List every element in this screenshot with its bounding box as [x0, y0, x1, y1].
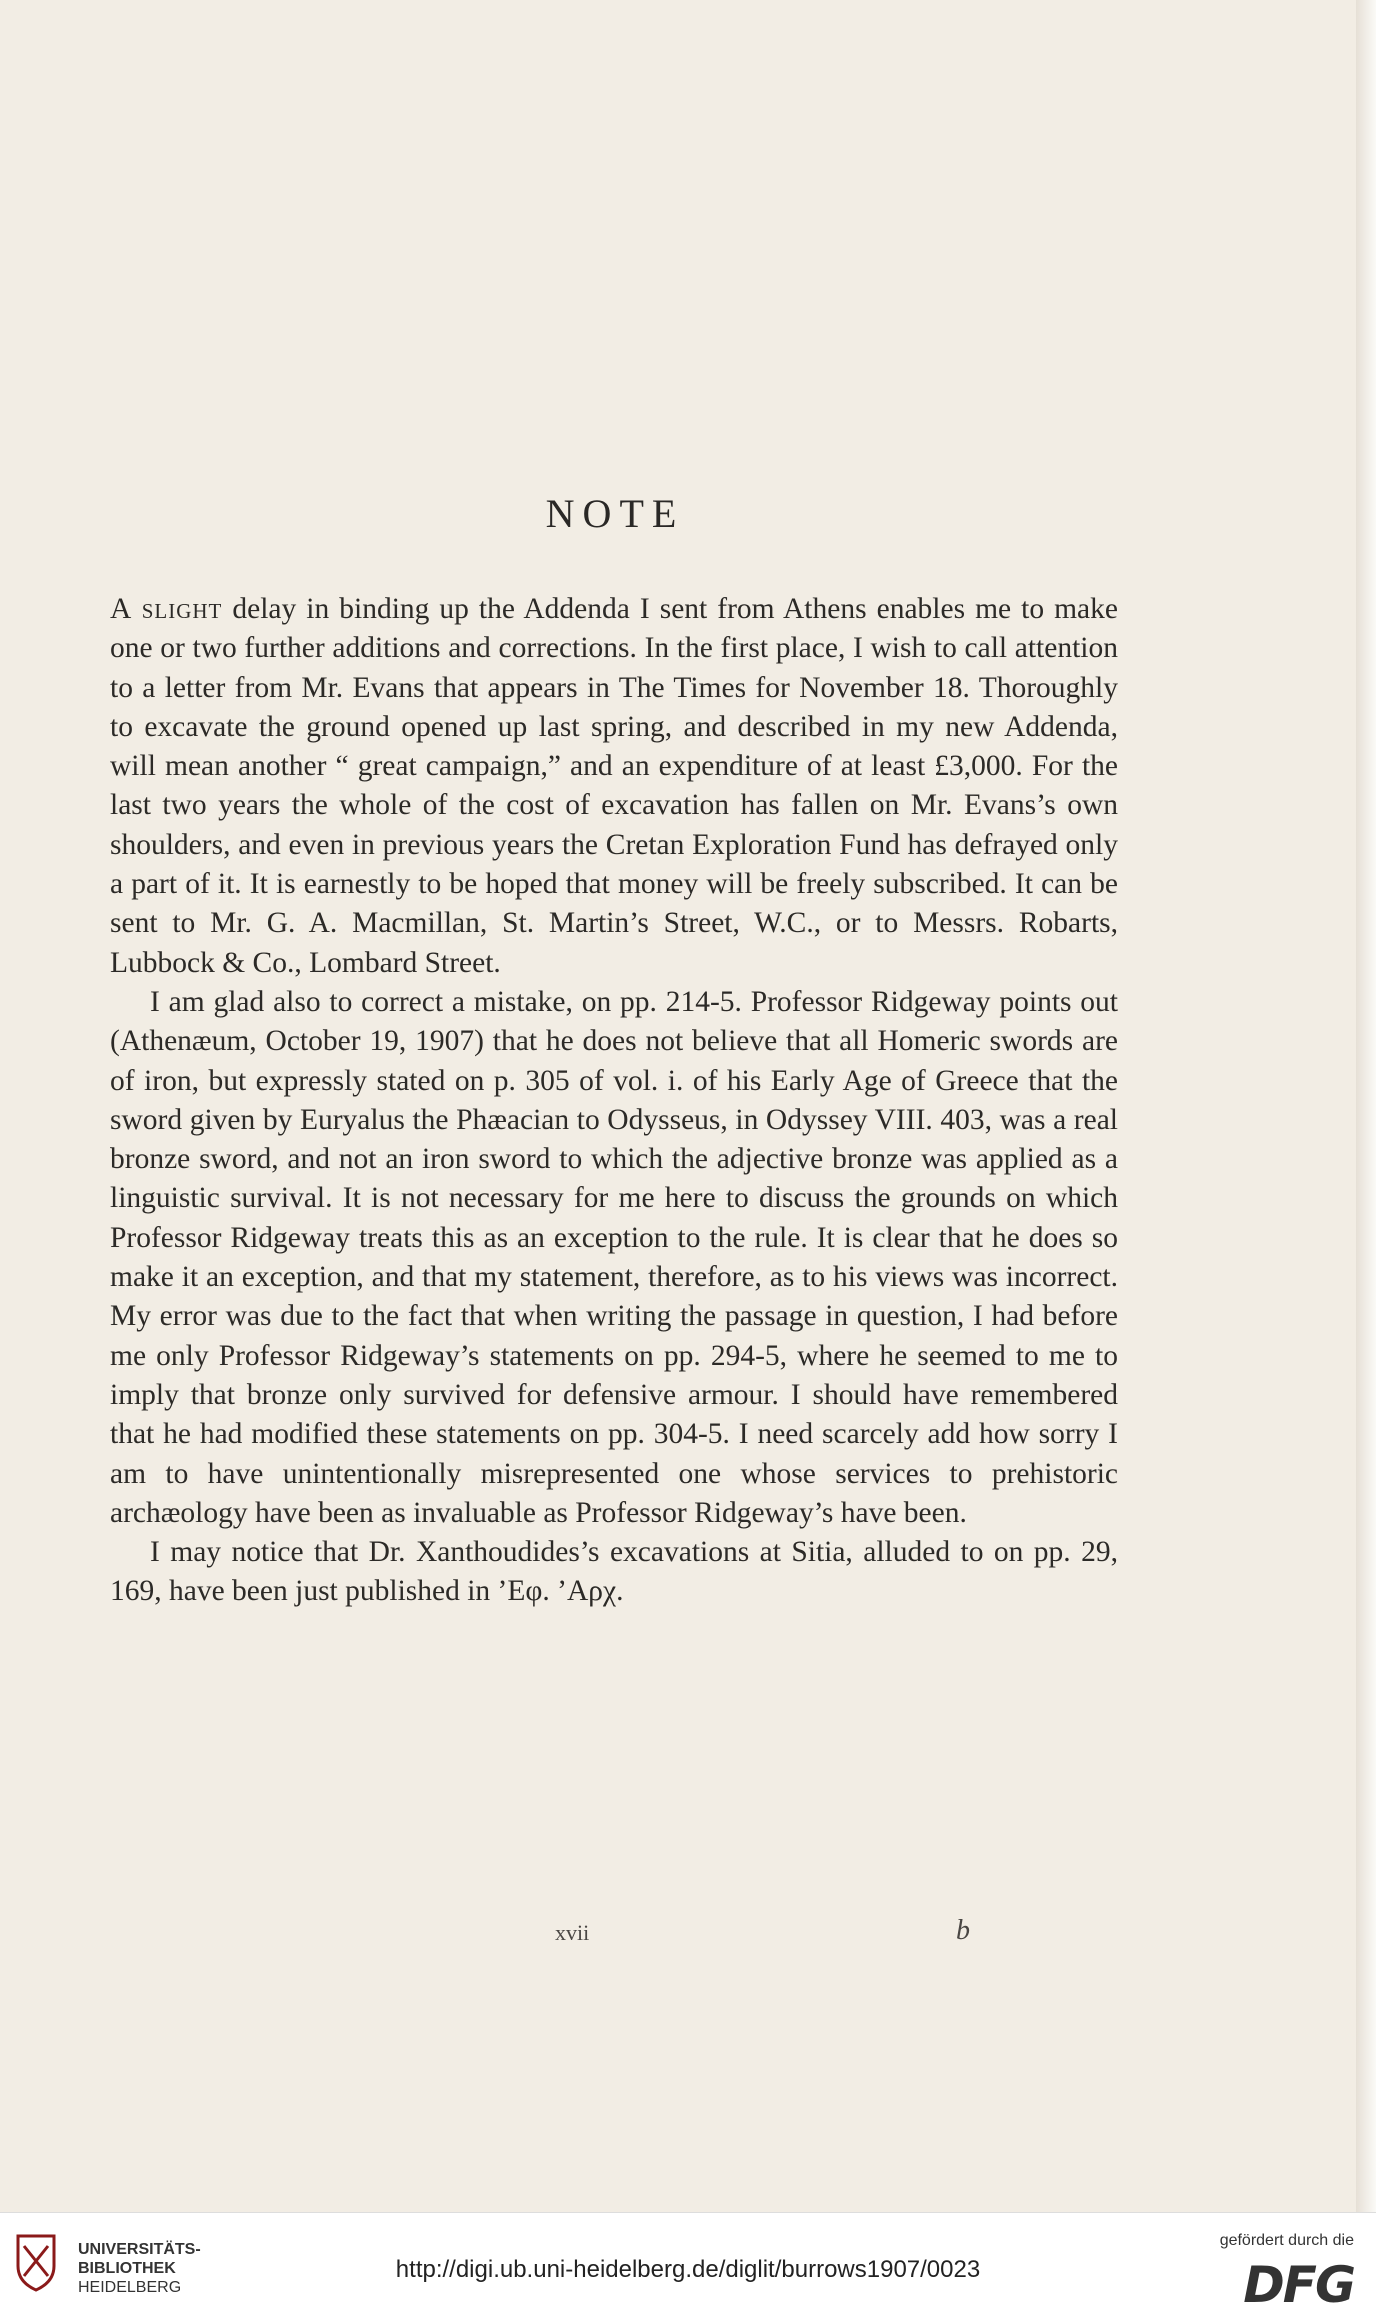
page-number: xvii: [555, 1920, 590, 1945]
institution-line-2: BIBLIOTHEK: [78, 2260, 176, 2277]
paragraph-1: [110, 590, 1118, 983]
page-edge: [1356, 0, 1376, 2212]
institution-line-1: UNIVERSITÄTS-: [78, 2241, 201, 2258]
paragraph-2: I am glad also to correct a mistake, on pp. 214-5. Professor Ridgeway points out (Athenæum, October 19, 1907) that he does not believe that all Homeric swords are of iron, but expressly stated on p. 305 of vol. i. of his Early Age of Greece that the sword given by Euryalus the Phæacian to Odysseus, in Odyssey VIII. 403, was a real bronze sword, and not an iron sword to which the adjective bronze was applied as a linguistic survival. It is not necessary for me here to discuss the grounds on which Professor Ridgeway treats this as an exception to the rule. It is clear that he does so make it an exception, and that my statement, therefore, as to his views was incorrect. My error was due to the fact that when writing the passage in question, I had before me only Professor Ridgeway’s statements on pp. 294-5, where he seemed to me to imply that bronze only survived for defensive armour. I should have remembered that he had modified these statements on pp. 304-5. I need scarcely add how sorry I am to have unintentionally misrepresented one whose services to prehistoric archæology have been as invaluable as Professor Ridgeway’s have been.: [110, 985, 1118, 1529]
paragraph-1-lead: A slight: [110, 593, 223, 625]
page-content: [110, 0, 1120, 2212]
permalink[interactable]: http://digi.ub.uni-heidelberg.de/diglit/burrows1907/0023: [395, 2256, 981, 2283]
signature-mark: b: [956, 1915, 970, 1946]
paragraph-1-text: delay in binding up the Addenda I sent from Athens enables me to make one or two further additions and corrections. In the first place, I wish to call attention to a letter from Mr. Evans that appears in The Times for November 18. Thoroughly to excavate the ground opened up last spring, and described in my new Addenda, will mean another “ great campaign,” and an expenditure of at least £3,000. For the last two years the whole of the cost of excavation has fallen on Mr. Evans’s own shoulders, and even in previous years the Cretan Exploration Fund has defrayed only a part of it. It is earnestly to be hoped that money will be freely subscribed. It can be sent to Mr. G. A. Macmillan, St. Martin’s Street, W.C., or to Messrs. Robarts, Lubbock & Co., Lombard Street.: [110, 593, 1118, 979]
dfg-logo: DFG: [1243, 2256, 1354, 2314]
institution-line-3: HEIDELBERG: [78, 2279, 182, 2296]
funding-caption: gefördert durch die: [1219, 2232, 1354, 2249]
paragraph-3: I may notice that Dr. Xanthoudides’s excavations at Sitia, alluded to on pp. 29, 169, have been just published in ’Eφ. ’Aρχ.: [110, 1536, 1118, 1608]
body-text: [110, 590, 1118, 1612]
page-title: NOTE: [545, 491, 685, 536]
